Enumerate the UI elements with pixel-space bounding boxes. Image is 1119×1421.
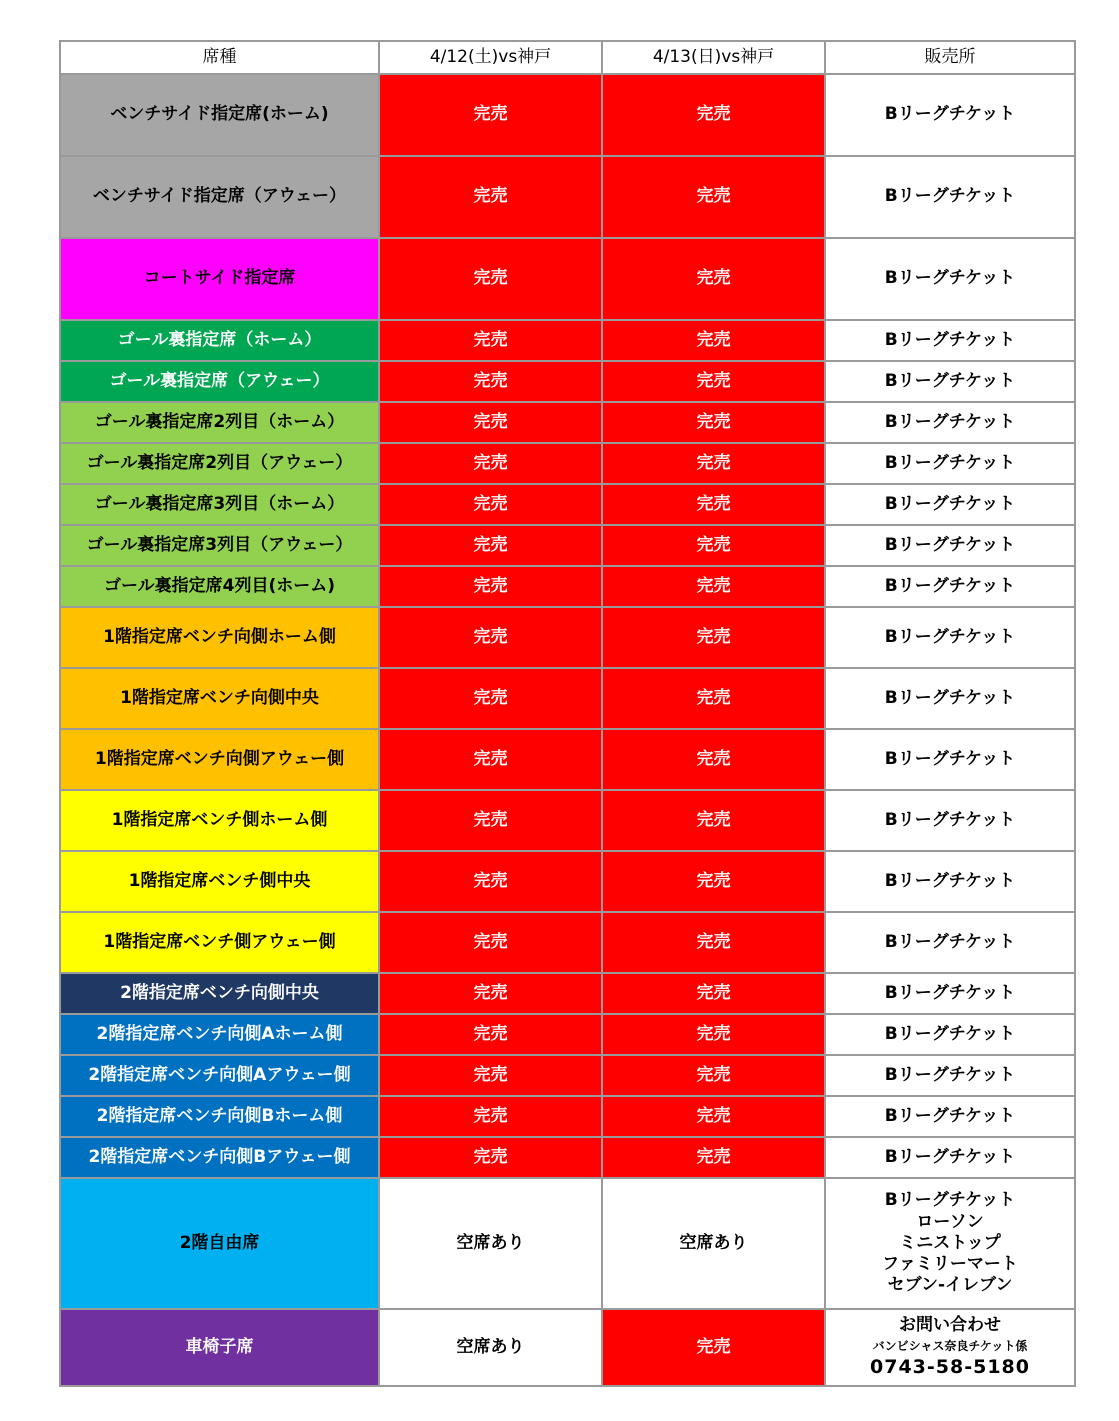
game1-status: 完売 (379, 668, 602, 729)
outlet-item: ミニストップ (899, 1232, 1001, 1253)
outlet-item: セブン-イレブン (887, 1275, 1013, 1296)
table-row (60, 566, 1075, 607)
table-row (60, 1309, 1075, 1386)
game2-status: 完売 (602, 484, 825, 525)
outlet-cell: Bリーグチケット (825, 668, 1075, 729)
game2-status: 完売 (602, 402, 825, 443)
seat-name: 車椅子席 (60, 1309, 379, 1386)
outlet-cell: Bリーグチケット (825, 851, 1075, 912)
game1-status: 完売 (379, 402, 602, 443)
header-game1: 4/12(土)vs神戸 (379, 41, 602, 74)
outlet-list (825, 1178, 1075, 1309)
game1-status: 空席あり (379, 1178, 602, 1309)
game1-status: 完売 (379, 361, 602, 402)
outlet-cell: Bリーグチケット (825, 74, 1075, 156)
seat-name: コートサイド指定席 (60, 238, 379, 320)
outlet-item: Bリーグチケット (884, 1190, 1016, 1211)
table-row (60, 525, 1075, 566)
seat-name: 2階指定席ベンチ向側Bアウェー側 (60, 1137, 379, 1178)
outlet-cell: Bリーグチケット (825, 912, 1075, 973)
game1-status: 完売 (379, 238, 602, 320)
header-game2: 4/13(日)vs神戸 (602, 41, 825, 74)
game1-status: 完売 (379, 1055, 602, 1096)
table-row (60, 973, 1075, 1014)
game1-status: 完売 (379, 912, 602, 973)
ticket-availability-table (59, 40, 1076, 1387)
header-row (60, 41, 1075, 74)
game1-status: 空席あり (379, 1309, 602, 1386)
outlet-cell: Bリーグチケット (825, 1137, 1075, 1178)
outlet-cell: Bリーグチケット (825, 1055, 1075, 1096)
game1-status: 完売 (379, 566, 602, 607)
table-row (60, 1014, 1075, 1055)
table-row (60, 912, 1075, 973)
table-row (60, 790, 1075, 851)
seat-name: 2階指定席ベンチ向側Aホーム側 (60, 1014, 379, 1055)
outlet-cell: Bリーグチケット (825, 320, 1075, 361)
table-row (60, 156, 1075, 238)
game2-status: 完売 (602, 238, 825, 320)
game1-status: 完売 (379, 607, 602, 668)
seat-name: 1階指定席ベンチ側アウェー側 (60, 912, 379, 973)
outlet-cell: Bリーグチケット (825, 238, 1075, 320)
contact-title: お問い合わせ (899, 1315, 1001, 1335)
table-row (60, 361, 1075, 402)
seat-name: ゴール裏指定席2列目（アウェー） (60, 443, 379, 484)
table-row (60, 1137, 1075, 1178)
game2-status: 完売 (602, 566, 825, 607)
game2-status: 完売 (602, 1309, 825, 1386)
outlet-item: ローソン (916, 1211, 984, 1232)
seat-name: ベンチサイド指定席（アウェー） (60, 156, 379, 238)
outlet-cell: Bリーグチケット (825, 973, 1075, 1014)
table-row (60, 1055, 1075, 1096)
game2-status: 完売 (602, 361, 825, 402)
outlet-cell: Bリーグチケット (825, 790, 1075, 851)
outlet-cell: Bリーグチケット (825, 484, 1075, 525)
seat-name: 1階指定席ベンチ向側中央 (60, 668, 379, 729)
seat-name: ゴール裏指定席（アウェー） (60, 361, 379, 402)
game1-status: 完売 (379, 484, 602, 525)
game1-status: 完売 (379, 1137, 602, 1178)
table-row (60, 607, 1075, 668)
seat-name: ゴール裏指定席4列目(ホーム) (60, 566, 379, 607)
seat-name: ゴール裏指定席3列目（ホーム） (60, 484, 379, 525)
seat-name: 2階指定席ベンチ向側中央 (60, 973, 379, 1014)
contact-org: バンビシャス奈良チケット係 (872, 1339, 1028, 1354)
header-seat-type: 席種 (60, 41, 379, 74)
seat-name: 1階指定席ベンチ向側アウェー側 (60, 729, 379, 790)
game2-status: 完売 (602, 320, 825, 361)
table-row (60, 851, 1075, 912)
game2-status: 完売 (602, 1137, 825, 1178)
game2-status: 完売 (602, 668, 825, 729)
game1-status: 完売 (379, 74, 602, 156)
game2-status: 完売 (602, 443, 825, 484)
game2-status: 完売 (602, 973, 825, 1014)
game1-status: 完売 (379, 156, 602, 238)
game2-status: 完売 (602, 607, 825, 668)
outlet-cell: Bリーグチケット (825, 729, 1075, 790)
seat-name: 1階指定席ベンチ側ホーム側 (60, 790, 379, 851)
seat-name: ゴール裏指定席2列目（ホーム） (60, 402, 379, 443)
table-row (60, 443, 1075, 484)
game2-status: 完売 (602, 525, 825, 566)
game1-status: 完売 (379, 729, 602, 790)
seat-name: ゴール裏指定席（ホーム） (60, 320, 379, 361)
table-row (60, 74, 1075, 156)
table-row (60, 1096, 1075, 1137)
table-row (60, 1178, 1075, 1309)
seat-name: 2階指定席ベンチ向側Aアウェー側 (60, 1055, 379, 1096)
table-row (60, 402, 1075, 443)
seat-name: 1階指定席ベンチ向側ホーム側 (60, 607, 379, 668)
game1-status: 完売 (379, 973, 602, 1014)
outlet-cell: Bリーグチケット (825, 402, 1075, 443)
game1-status: 完売 (379, 851, 602, 912)
table-row (60, 320, 1075, 361)
game1-status: 完売 (379, 443, 602, 484)
table-row (60, 238, 1075, 320)
contact-cell (825, 1309, 1075, 1386)
table-row (60, 484, 1075, 525)
game1-status: 完売 (379, 790, 602, 851)
game2-status: 完売 (602, 1096, 825, 1137)
seat-name: ベンチサイド指定席(ホーム) (60, 74, 379, 156)
table-row (60, 729, 1075, 790)
game1-status: 完売 (379, 1014, 602, 1055)
outlet-cell: Bリーグチケット (825, 1096, 1075, 1137)
game2-status: 完売 (602, 74, 825, 156)
outlet-cell: Bリーグチケット (825, 156, 1075, 238)
game2-status: 完売 (602, 790, 825, 851)
game1-status: 完売 (379, 1096, 602, 1137)
game2-status: 完売 (602, 912, 825, 973)
game2-status: 完売 (602, 156, 825, 238)
outlet-cell: Bリーグチケット (825, 1014, 1075, 1055)
seat-name: 2階自由席 (60, 1178, 379, 1309)
contact-phone: 0743-58-5180 (870, 1356, 1030, 1379)
outlet-item: ファミリーマート (882, 1254, 1018, 1275)
outlet-cell: Bリーグチケット (825, 443, 1075, 484)
game1-status: 完売 (379, 320, 602, 361)
outlet-cell: Bリーグチケット (825, 525, 1075, 566)
game2-status: 空席あり (602, 1178, 825, 1309)
game2-status: 完売 (602, 729, 825, 790)
outlet-cell: Bリーグチケット (825, 361, 1075, 402)
seat-name: 2階指定席ベンチ向側Bホーム側 (60, 1096, 379, 1137)
outlet-cell: Bリーグチケット (825, 566, 1075, 607)
header-outlet: 販売所 (825, 41, 1075, 74)
game1-status: 完売 (379, 525, 602, 566)
seat-name: ゴール裏指定席3列目（アウェー） (60, 525, 379, 566)
game2-status: 完売 (602, 851, 825, 912)
seat-name: 1階指定席ベンチ側中央 (60, 851, 379, 912)
table-row (60, 668, 1075, 729)
game2-status: 完売 (602, 1055, 825, 1096)
game2-status: 完売 (602, 1014, 825, 1055)
outlet-cell: Bリーグチケット (825, 607, 1075, 668)
